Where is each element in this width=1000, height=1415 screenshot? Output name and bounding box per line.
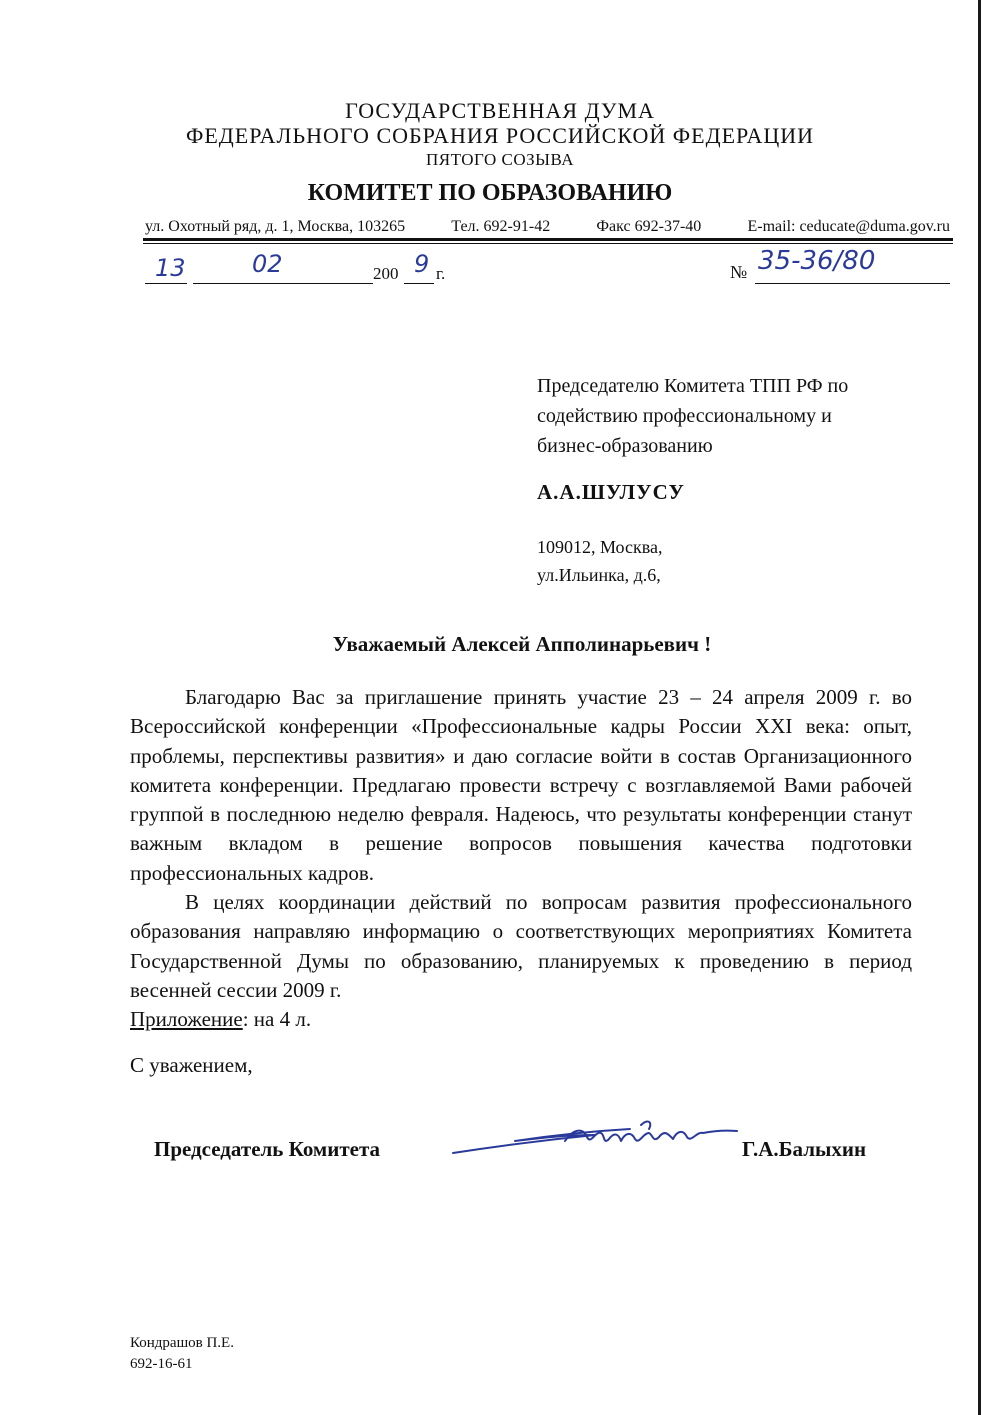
date-day: 13 xyxy=(155,254,186,282)
date-year-suffix: г. xyxy=(436,264,446,283)
date-month-underline xyxy=(193,283,373,284)
body-paragraph-1: Благодарю Вас за приглашение принять участие 23 – 24 апреля 2009 г. во Всероссийской конференции «Профессиональные кадры России XXI века: опыт, проблемы, перспективы развития» и даю согласие войти в состав Организационного комитета конференции. Предлагаю провести встречу с возглавляемой Вами рабочей группой в последнюю неделю февраля. Надеюсь, что результаты конференции станут важным вкладом в решение вопросов повышения качества подготовки профессиональных кадров. xyxy=(130,685,912,885)
recipient-name: А.А.ШУЛУСУ xyxy=(537,480,685,504)
signatory-name: Г.А.Балыхин xyxy=(742,1137,867,1161)
date-month: 02 xyxy=(252,250,283,278)
letterhead-fax: Факс 692-37-40 xyxy=(596,218,702,235)
document-number: 35-36/80 xyxy=(758,246,876,276)
letter-body xyxy=(130,683,912,1035)
date-year-underline xyxy=(404,283,434,284)
recipient-line-2: содействию профессиональному и xyxy=(537,405,832,427)
number-underline xyxy=(755,283,950,284)
executor-phone: 692-16-61 xyxy=(130,1356,193,1372)
letterhead-rule-thick xyxy=(143,238,953,241)
handwritten-signature xyxy=(445,1105,745,1165)
letterhead-line-1: ГОСУДАРСТВЕННАЯ ДУМА xyxy=(345,98,655,123)
executor-name: Кондрашов П.Е. xyxy=(130,1335,234,1351)
letterhead-address: ул. Охотный ряд, д. 1, Москва, 103265 xyxy=(145,218,406,235)
letterhead-email: E-mail: ceducate@duma.gov.ru xyxy=(747,218,950,235)
letterhead-contacts xyxy=(145,218,950,236)
date-year-digit: 9 xyxy=(414,250,430,278)
page-edge-line xyxy=(978,0,981,1415)
date-day-underline xyxy=(145,283,187,284)
recipient-address-line-1: 109012, Москва, xyxy=(537,537,663,557)
closing: С уважением, xyxy=(130,1053,253,1077)
committee-title: КОМИТЕТ ПО ОБРАЗОВАНИЮ xyxy=(307,180,673,206)
date-year-prefix: 200 xyxy=(373,264,399,283)
signatory-title: Председатель Комитета xyxy=(154,1137,381,1161)
salutation: Уважаемый Алексей Апполинарьевич ! xyxy=(332,632,712,656)
letterhead-phone: Тел. 692-91-42 xyxy=(451,218,551,235)
recipient-line-3: бизнес-образованию xyxy=(537,435,713,457)
recipient-address-line-2: ул.Ильинка, д.6, xyxy=(537,565,661,585)
letterhead-line-3: ПЯТОГО СОЗЫВА xyxy=(426,150,574,169)
letterhead-line-2: ФЕДЕРАЛЬНОГО СОБРАНИЯ РОССИЙСКОЙ ФЕДЕРАЦИИ xyxy=(185,123,814,148)
number-label: № xyxy=(730,262,748,282)
letterhead-rule-thin xyxy=(143,243,953,244)
attachment-value: : на 4 л. xyxy=(242,1007,312,1032)
recipient-line-1: Председателю Комитета ТПП РФ по xyxy=(537,375,849,397)
attachment-line xyxy=(130,1005,912,1034)
attachment-label: Приложение xyxy=(130,1007,243,1032)
body-paragraph-2: В целях координации действий по вопросам развития профессионального образования направляю информацию о соответствующих мероприятиях Комитета Государственной Думы по образованию, планируемых к проведению в период весенней сессии 2009 г. xyxy=(130,890,912,1002)
